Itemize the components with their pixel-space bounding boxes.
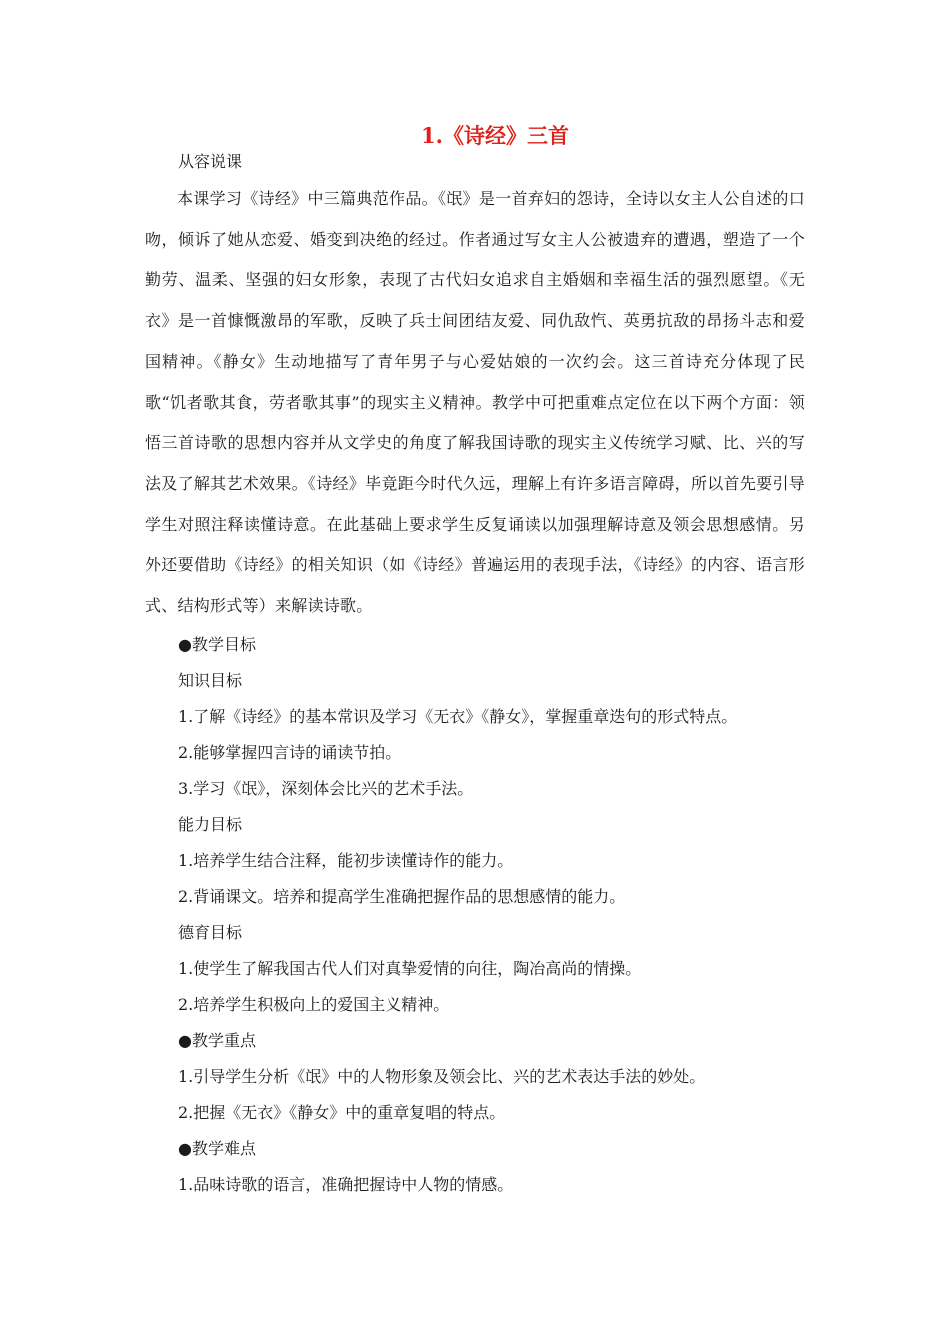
list-item: 1.品味诗歌的语言，准确把握诗中人物的情感。 <box>178 1175 514 1194</box>
lesson-title: 1.《诗经》三首 <box>421 123 569 148</box>
heading-teaching-focus: ●教学重点 <box>178 1031 256 1050</box>
subheading-ability-goals: 能力目标 <box>178 815 243 834</box>
list-item: 2.能够掌握四言诗的诵读节拍。 <box>178 743 402 762</box>
list-item: 1.了解《诗经》的基本常识及学习《无衣》《静女》，掌握重章迭句的形式特点。 <box>178 707 738 726</box>
list-item: 3.学习《氓》，深刻体会比兴的艺术手法。 <box>178 779 474 798</box>
list-item: 1.培养学生结合注释，能初步读懂诗作的能力。 <box>178 851 514 870</box>
subheading-knowledge-goals: 知识目标 <box>178 671 243 690</box>
heading-teaching-difficulty: ●教学难点 <box>178 1139 256 1158</box>
list-item: 2.背诵课文。培养和提高学生准确把握作品的思想感情的能力。 <box>178 887 626 906</box>
heading-teaching-goals: ●教学目标 <box>178 635 256 654</box>
intro-paragraph: 本课学习《诗经》中三篇典范作品。《氓》是一首弃妇的怨诗，全诗以女主人公自述的口吻，倾诉了她从恋爱、婚变到决绝的经过。作者通过写女主人公被遗弃的遭遇，塑造了一个勤劳、温柔、坚强的妇女形象，表现了古代妇女追求自主婚姻和幸福生活的强烈愿望。《无衣》是一首慷慨激昂的军歌，反映了兵士间团结友爱、同仇敌忾、英勇抗敌的昂扬斗志和爱国精神。《静女》生动地描写了青年男子与心爱姑娘的一次约会。这三首诗充分体现了民歌“饥者歌其食，劳者歌其事”的现实主义精神。教学中可把重难点定位在以下两个方面：领悟三首诗歌的思想内容并从文学史的角度了解我国诗歌的现实主义传统学习赋、比、兴的写法及了解其艺术效果。《诗经》毕竟距今时代久远，理解上有许多语言障碍，所以首先要引导学生对照注释读懂诗意。在此基础上要求学生反复诵读以加强理解诗意及领会思想感情。另外还要借助《诗经》的相关知识（如《诗经》普遍运用的表现手法，《诗经》的内容、语言形式、结构形式等）来解读诗歌。 <box>145 189 805 616</box>
subheading-moral-goals: 德育目标 <box>178 923 243 942</box>
list-item: 2.培养学生积极向上的爱国主义精神。 <box>178 995 450 1014</box>
objectives-list <box>178 627 818 1203</box>
list-item: 1.引导学生分析《氓》中的人物形象及领会比、兴的艺术表达手法的妙处。 <box>178 1067 706 1086</box>
section-label: 从容说课 <box>178 152 243 171</box>
list-item: 2.把握《无衣》《静女》中的重章复唱的特点。 <box>178 1103 506 1122</box>
list-item: 1.使学生了解我国古代人们对真挚爱情的向往，陶冶高尚的情操。 <box>178 959 642 978</box>
